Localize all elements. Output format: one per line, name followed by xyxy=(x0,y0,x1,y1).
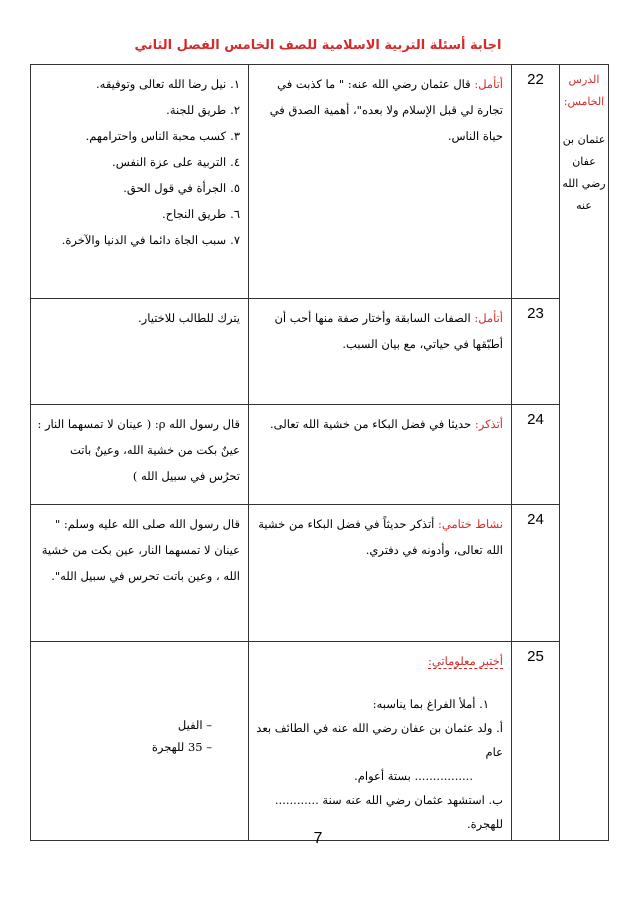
table-row xyxy=(31,642,609,841)
question-label: أتأمل: xyxy=(474,311,503,325)
question-cell xyxy=(249,299,512,405)
question-label: أختبر معلوماتي: xyxy=(427,654,503,668)
question-number: 24 xyxy=(512,505,560,642)
answer-item: – 35 للهجرة xyxy=(151,740,212,754)
table-row xyxy=(31,405,609,505)
question-text: أتذكر حديثاً في فضل البكاء من خشية الله تعالى، وأدونه في دفتري. xyxy=(258,517,503,557)
fill-blank-item-b: ب. استشهد عثمان رضي الله عنه سنة ............ للهجرة. xyxy=(274,793,503,831)
question-text: الصفات السابقة وأختار صفة منها أحب أن أطبّقها في حياتي، مع بيان السبب. xyxy=(274,311,503,351)
answer-item: ٥.الجرأة في قول الحق. xyxy=(123,181,240,195)
answer-cell: يترك للطالب للاختيار. xyxy=(31,299,249,405)
fill-blanks-block xyxy=(255,692,503,836)
fill-blank-item-a-cont: ................ بستة أعوام. xyxy=(354,769,473,783)
answer-cell xyxy=(31,642,249,841)
lesson-title: الدرس الخامس: xyxy=(563,73,605,108)
question-cell xyxy=(249,65,512,299)
answer-cell: قال رسول الله صلى الله عليه وسلم: " عينان لا تمسهما النار، عين بكت من خشية الله ، وعين باتت تحرس في سبيل الله". xyxy=(31,505,249,642)
question-cell xyxy=(249,642,512,841)
question-number: 25 xyxy=(512,642,560,841)
answer-item: ٣.كسب محبة الناس واحترامهم. xyxy=(85,129,240,143)
table-row xyxy=(31,65,609,299)
question-cell xyxy=(249,405,512,505)
question-text: حديثا في فضل البكاء من خشية الله تعالى. xyxy=(270,417,472,431)
lesson-name: عثمان بن عفان رضي الله عنه xyxy=(562,133,606,212)
table-row xyxy=(31,299,609,405)
qa-table xyxy=(30,64,609,841)
answer-item: ٢.طريق للجنة. xyxy=(166,103,240,117)
answer-item: ٤.التربية على عزة النفس. xyxy=(112,155,240,169)
answer-item: ١.نيل رضا الله تعالى وتوفيقه. xyxy=(96,77,240,91)
answer-item: ٦.طريق النجاح. xyxy=(162,207,240,221)
question-label: أتذكر: xyxy=(474,417,503,431)
lesson-cell xyxy=(560,65,609,841)
question-number: 23 xyxy=(512,299,560,405)
question-label: نشاط ختامي: xyxy=(438,517,503,531)
question-number: 24 xyxy=(512,405,560,505)
question-text: قال عثمان رضي الله عنه: " ما كذبت في تجارة لي قبل الإسلام ولا بعده"، أهمية الصدق في حياة الناس. xyxy=(269,77,503,143)
answer-item: – الفيل xyxy=(177,718,212,732)
answer-item: ٧.سبب الجاة دائما في الدنيا والآخرة. xyxy=(61,233,240,247)
page-number: 7 xyxy=(313,830,323,847)
question-number: 22 xyxy=(512,65,560,299)
answer-cell: قال رسول الله ρ: ( عينان لا تمسهما النار : عينٌ بكت من خشية الله، وعينٌ باتت تحرُس في سبيل الله ) xyxy=(31,405,249,505)
question-label: أتأمل: xyxy=(474,77,503,91)
page-title: اجابة أسئلة التربية الاسلامية للصف الخامس الفصل الثاني xyxy=(134,38,502,53)
answer-cell xyxy=(31,65,249,299)
table-row xyxy=(31,505,609,642)
fill-blanks-instruction: ١. أملأ الفراغ بما يناسبه: xyxy=(372,697,489,711)
question-cell xyxy=(249,505,512,642)
fill-blank-item-a: أ. ولد عثمان بن عفان رضي الله عنه في الطائف بعد عام xyxy=(256,721,503,759)
